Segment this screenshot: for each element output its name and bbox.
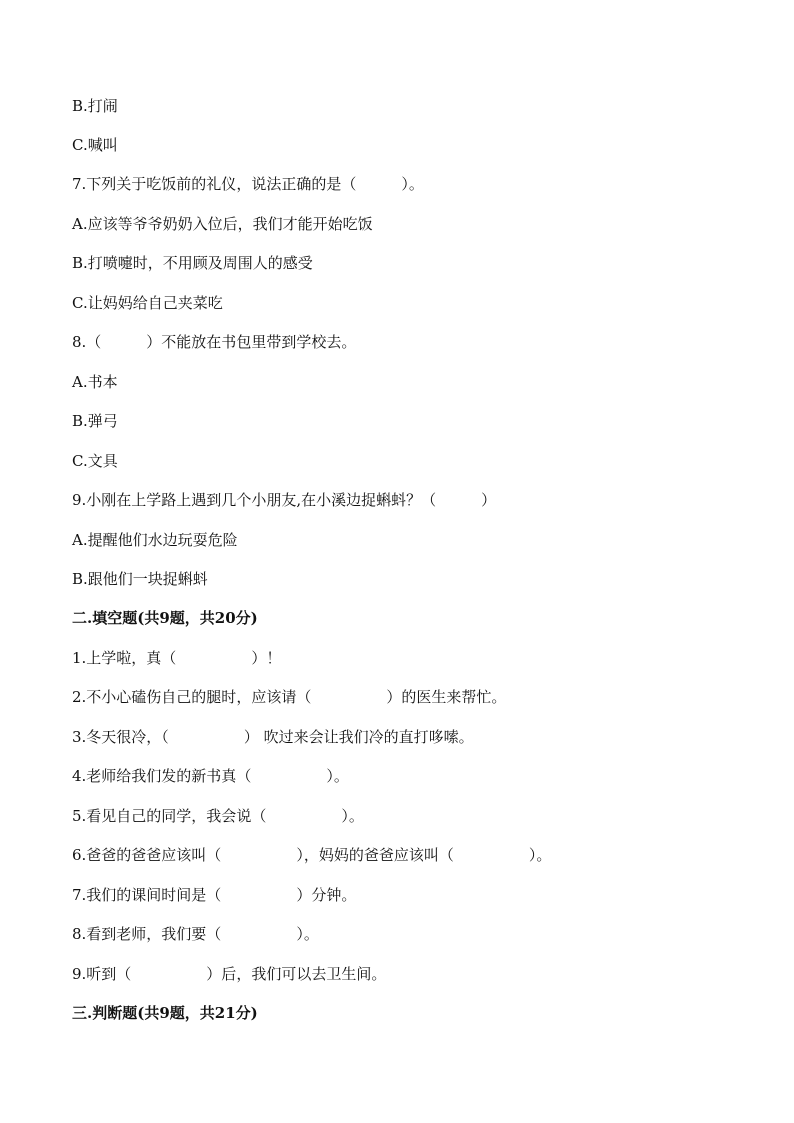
fill-question-2: 2.不小心磕伤自己的腿时，应该请（ ）的医生来帮忙。: [72, 688, 507, 706]
fill-question-7: 7.我们的课间时间是（ ）分钟。: [72, 886, 357, 904]
q9-option-b: B.跟他们一块捉蝌蚪: [72, 570, 208, 588]
question-9: 9.小刚在上学路上遇到几个小朋友,在小溪边捉蝌蚪？（ ）: [72, 491, 497, 509]
q7-option-c: C.让妈妈给自己夹菜吃: [72, 294, 223, 312]
section-heading-fill-in: 二.填空题(共9题，共20分): [72, 609, 258, 627]
section-heading-true-false: 三.判断题(共9题，共21分): [72, 1004, 258, 1022]
fill-question-9: 9.听到（ ）后，我们可以去卫生间。: [72, 965, 387, 983]
fill-question-4: 4.老师给我们发的新书真（ ）。: [72, 767, 349, 785]
fill-question-3: 3.冬天很冷，（ ） 吹过来会让我们冷的直打哆嗦。: [72, 728, 474, 746]
fill-question-6: 6.爸爸的爸爸应该叫（ ），妈妈的爸爸应该叫（ ）。: [72, 846, 552, 864]
q8-option-a: A.书本: [72, 373, 118, 391]
fill-question-1: 1.上学啦，真（ ）！: [72, 649, 282, 667]
question-7: 7.下列关于吃饭前的礼仪，说法正确的是（ ）。: [72, 175, 424, 193]
fill-question-8: 8.看到老师，我们要（ ）。: [72, 925, 319, 943]
q6-option-b: B.打闹: [72, 97, 118, 115]
q8-option-c: C.文具: [72, 452, 118, 470]
q8-option-b: B.弹弓: [72, 412, 118, 430]
q6-option-c: C.喊叫: [72, 136, 118, 154]
question-8: 8.（ ）不能放在书包里带到学校去。: [72, 333, 357, 351]
q7-option-b: B.打喷嚏时，不用顾及周围人的感受: [72, 254, 313, 272]
fill-question-5: 5.看见自己的同学，我会说（ ）。: [72, 807, 364, 825]
q7-option-a: A.应该等爷爷奶奶入位后，我们才能开始吃饭: [72, 215, 373, 233]
q9-option-a: A.提醒他们水边玩耍危险: [72, 531, 238, 549]
